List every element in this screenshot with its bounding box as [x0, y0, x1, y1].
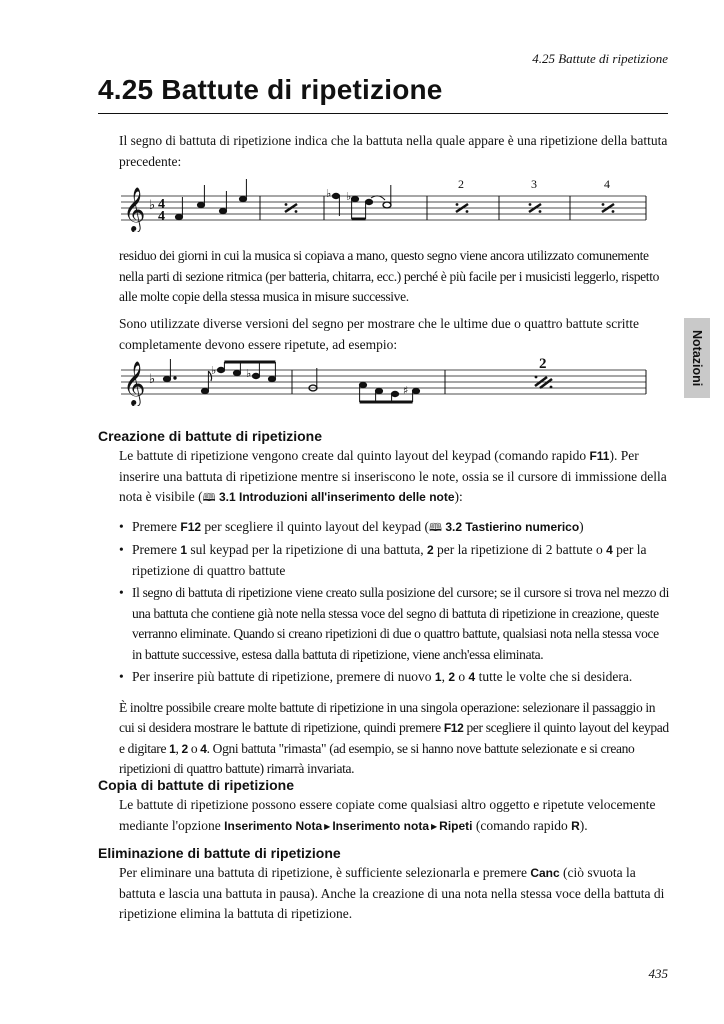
- treble-clef-icon: [123, 187, 145, 232]
- treble-clef-icon: [123, 361, 145, 406]
- cross-reference-link[interactable]: 3.1 Introduzioni all'inserimento delle note: [218, 490, 455, 504]
- svg-text:4: 4: [158, 209, 165, 224]
- side-tab-label: Notazioni: [690, 329, 704, 387]
- shortcut-key: Canc: [530, 866, 560, 880]
- shortcut-key: F12: [443, 721, 464, 735]
- menu-item-inserimento-nota-sub[interactable]: Inserimento nota: [332, 818, 430, 833]
- bar-number: 2: [458, 177, 464, 191]
- section-heading-eliminazione: Eliminazione di battute di ripetizione: [98, 845, 341, 861]
- side-tab[interactable]: [684, 318, 710, 398]
- paragraph-residuo: residuo dei giorni in cui la musica si copiava a mano, questo segno viene ancora utilizzato comunemente nella parti di sezione ritmica (per batteria, chitarra, ecc.) perché è più facile per i musicisti leggerlo, rispetto alle molte copie della stessa musica in misure successive.: [119, 248, 660, 304]
- list-item: • Premere 1 sul keypad per la ripetizione di una battuta, 2 per la ripetizione di 2 battute o 4 per la ripetizione di quattro battute: [119, 540, 669, 581]
- repeat-count-label: 2: [539, 356, 547, 372]
- shortcut-key: 4: [200, 741, 207, 756]
- section-eliminazione-body: Per eliminare una battuta di ripetizione, è sufficiente selezionarla e premere Canc (ciò svuota la battuta e lascia una battuta in pausa). Anche la creazione di una nota nella stessa voce della battuta di ripetizione elimina la battuta di ripetizione.: [119, 865, 665, 921]
- shortcut-key: F11: [589, 449, 610, 463]
- menu-item-ripeti[interactable]: Ripeti: [439, 818, 473, 833]
- svg-text:♭: ♭: [211, 364, 217, 377]
- music-example-1: [119, 176, 649, 232]
- shortcut-key: 1: [180, 543, 188, 557]
- shortcut-key: 2: [448, 670, 456, 684]
- flat-key-signature: ♭: [149, 198, 156, 213]
- bar-2-notes: [309, 368, 420, 402]
- svg-text:𝄞: 𝄞: [123, 187, 146, 231]
- bar-number: 4: [604, 177, 610, 191]
- menu-item-inserimento-nota[interactable]: Inserimento Nota: [224, 818, 323, 833]
- book-icon: 🕮: [428, 520, 442, 534]
- flat-key-signature: ♭: [149, 372, 156, 387]
- bar-number: 3: [531, 177, 537, 191]
- menu-arrow-icon: ▶: [429, 821, 440, 831]
- shortcut-key: 4: [468, 670, 476, 684]
- running-head: 4.25 Battute di ripetizione: [532, 51, 668, 66]
- svg-text:4: 4: [158, 197, 165, 212]
- page-title: 4.25 Battute di ripetizione: [98, 74, 443, 105]
- svg-text:♭: ♭: [346, 190, 352, 203]
- book-icon: 🕮: [202, 491, 216, 504]
- cross-reference-link[interactable]: 3.2 Tastierino numerico: [445, 519, 580, 534]
- svg-text:♭: ♭: [326, 187, 332, 200]
- section-creazione-body: [119, 446, 669, 780]
- intro-paragraph: Il segno di battuta di ripetizione indica che la battuta nella quale appare è una ripetizione della battuta precedente:: [119, 133, 668, 169]
- bar-1-notes: [175, 179, 246, 220]
- menu-arrow-icon: ▶: [322, 821, 333, 831]
- page-number: 435: [648, 966, 668, 981]
- section-heading-creazione: Creazione di battute di ripetizione: [98, 428, 323, 444]
- svg-text:♭: ♭: [246, 367, 252, 380]
- creazione-paragraph-2: È inoltre possibile creare molte battute di ripetizione in una singola operazione: selezionare il passaggio in cui si desidera mostrare le battute di ripetizione, quindi premere F12 per scegliere il quinto layout del keypad e digitare 1, 2 o 4. Ogni battuta "rimasta" (ad esempio, se si hanno nove battute selezionate e si creano ripetizioni di quattro battute) rimarrà invariata.: [119, 699, 669, 776]
- shortcut-key: 2: [426, 543, 434, 557]
- section-copia-body: Le battute di ripetizione possono essere copiate come qualsiasi altro oggetto e ripetute velocemente mediante l'opzione Inserimento Nota ▶ Inserimento nota ▶ Ripeti (comando rapido R).: [119, 797, 656, 833]
- list-item: • Premere F12 per scegliere il quinto layout del keypad (🕮 3.2 Tastierino numerico): [119, 517, 669, 539]
- shortcut-key: 1: [434, 670, 442, 684]
- shortcut-key: 1: [169, 741, 176, 756]
- list-item: • Il segno di battuta di ripetizione viene creato sulla posizione del cursore; se il cursore si trova nel mezzo di una battuta che contiene già note nella stessa voce del segno di battuta di ripetizione in creazione, queste verranno eliminate. Quando si creano ripetizioni di due o quattro battute, qualsiasi nota nella stessa voce in battute successive, estesa dalla battuta di ripetizione, viene anch'essa eliminata.: [119, 583, 669, 665]
- shortcut-key: R: [571, 818, 580, 833]
- music-example-2: [119, 356, 649, 406]
- steps-list: [119, 517, 669, 688]
- list-item: • Per inserire più battute di ripetizione, premere di nuovo 1, 2 o 4 tutte le volte che si desidera.: [119, 667, 669, 688]
- svg-text:♯: ♯: [403, 384, 409, 397]
- svg-text:𝄞: 𝄞: [123, 361, 146, 405]
- creazione-paragraph-1: Le battute di ripetizione vengono create dal quinto layout del keypad (comando rapido F11). Per inserire una battuta di ripetizione mentre si inseriscono le note, ossia se il cursore di immissione della nota è visibile (🕮 3.1 Introduzioni all'inserimento delle note):: [119, 446, 669, 509]
- time-signature: [158, 197, 165, 224]
- paragraph-versioni: Sono utilizzate diverse versioni del segno per mostrare che le ultime due o quattro battute scritte completamente devono essere ripetute, ad esempio:: [119, 316, 639, 352]
- title-rule: [98, 113, 668, 114]
- shortcut-key: 2: [181, 741, 188, 756]
- shortcut-key: 4: [606, 543, 613, 557]
- section-heading-copia: Copia di battute di ripetizione: [98, 777, 294, 793]
- shortcut-key: F12: [180, 519, 202, 534]
